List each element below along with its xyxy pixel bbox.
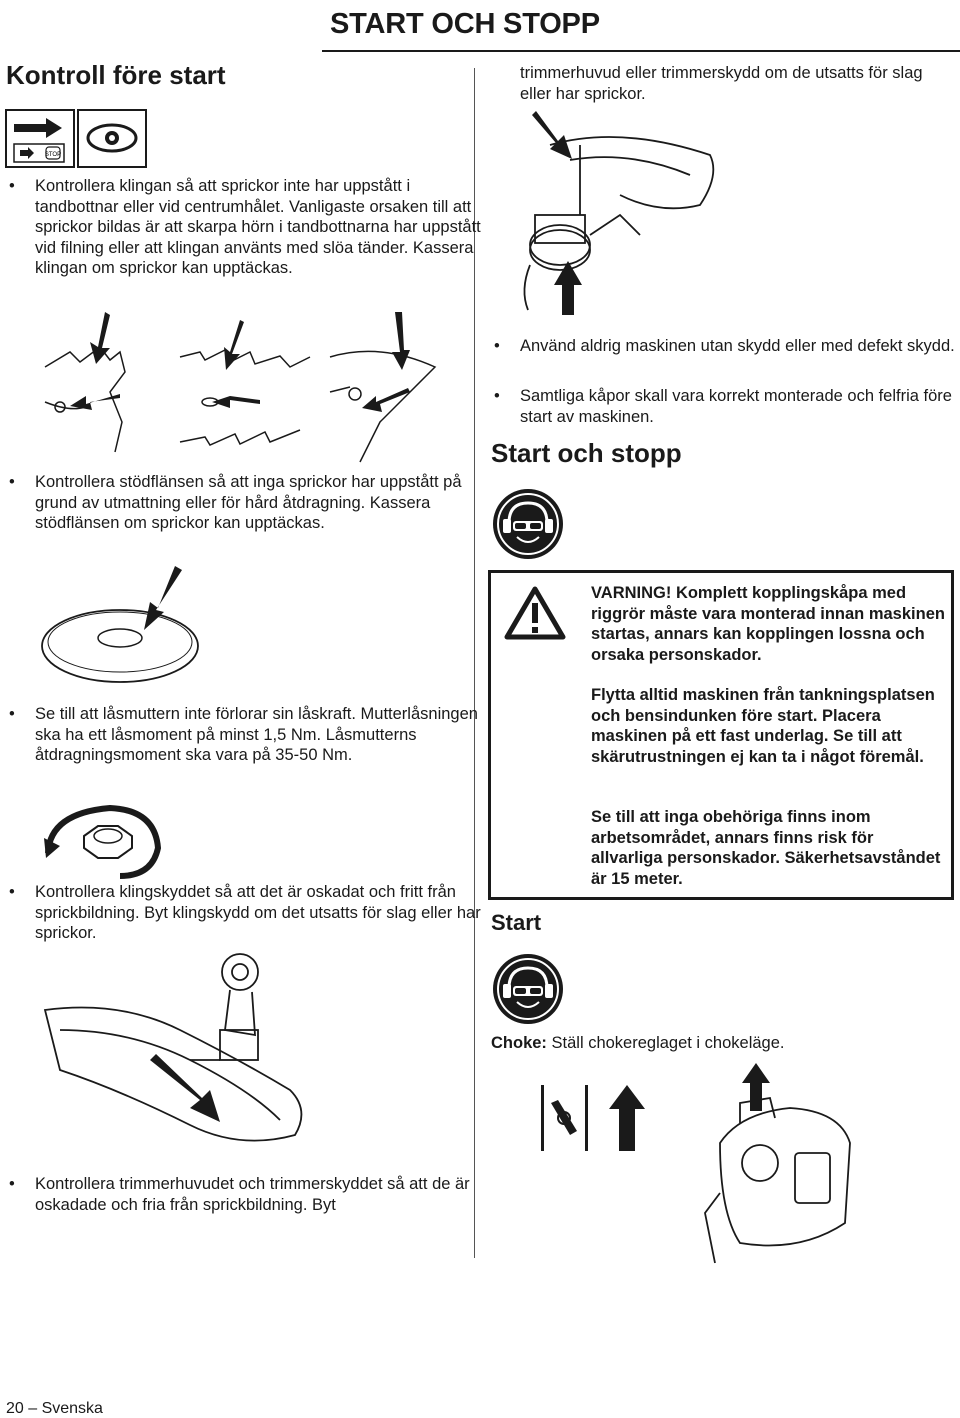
- bullet-stodflans: • Kontrollera stödflänsen så att inga sprickor har uppstått på grund av utmattning eller för hård åtdragning. Kassera stödflänsen om sprickor kan upptäckas.: [6, 472, 485, 534]
- svg-text:STOP: STOP: [44, 152, 62, 158]
- bullet-trimmerhuvud: • Kontrollera trimmerhuvudet och trimmerskyddet så att de är oskadade och fria från sprickbildning. Byt: [6, 1174, 485, 1215]
- bullet-kapor: • Samtliga kåpor skall vara korrekt monterade och felfria före start av maskinen.: [491, 386, 960, 427]
- bullet-lasmutter: • Se till att låsmuttern inte förlorar sin låskraft. Mutterlåsningen ska ha ett låsmoment på minst 1,5 Nm. Låsmutterns åtdragningsmoment ska vara på 35-50 Nm.: [6, 704, 490, 766]
- bullet-klingskydd: • Kontrollera klingskyddet så att det är oskadat och fritt från sprickbildning. Byt klingskydd om det utsatts för slag eller har sprickor.: [6, 882, 485, 944]
- inspection-pictogram: [6, 110, 146, 168]
- continued-text: trimmerhuvud eller trimmerskydd om de utsatts för slag eller har sprickor.: [520, 64, 923, 103]
- choke-pictogram: [541, 1083, 661, 1153]
- warning-text-2: Flytta alltid maskinen från tankningsplatsen och bensindunken före start. Placera maskinen på ett fast underlag. Se till att skärutrustningen ej kan ta i något föremål.: [591, 686, 935, 766]
- bullet-klinga: • Kontrollera klingan så att sprickor inte har uppstått i tandbottnar eller vid centrumhålet. Vanligaste orsaken till att sprickor bildas är att skarpa hörn i tandbottnarna har uppstått vid filning eller att klingan använts med slöa tänder. Kassera klingan om sprickor kan upptäckas.: [6, 176, 485, 279]
- choke-text: Ställ chokereglaget i chokeläge.: [546, 1034, 785, 1052]
- section-title-start-stopp: Start och stopp: [491, 438, 682, 468]
- subsection-title-start: Start: [491, 910, 542, 935]
- protective-equipment-icon-2: [491, 952, 565, 1026]
- warning-text-1: VARNING! Komplett kopplingskåpa med riggrör måste vara monterad innan maskinen startas, annars kan kopplingen lossna och orsaka personskador.: [591, 584, 945, 664]
- choke-instruction: [491, 1033, 785, 1054]
- flange-illustration: [40, 566, 220, 686]
- header-rule: [322, 50, 960, 52]
- trimmer-head-illustration: [520, 115, 720, 315]
- engine-choke-illustration: [700, 1063, 870, 1263]
- protective-equipment-icon: [491, 487, 565, 561]
- blade-guard-illustration: [40, 950, 330, 1150]
- warning-box: [488, 570, 954, 900]
- warning-text-3: Se till att inga obehöriga finns inom arbetsområdet, annars finns risk för allvarliga personskador. Säkerhetsavståndet är 15 meter.: [591, 808, 941, 888]
- lock-nut-illustration: [40, 798, 170, 878]
- chapter-title: START OCH STOPP: [330, 8, 600, 40]
- page-footer: 20 – Svenska: [6, 1400, 103, 1417]
- warning-triangle-icon: [505, 587, 565, 639]
- choke-label: Choke:: [491, 1034, 547, 1052]
- blade-crack-illustration: [40, 312, 450, 462]
- bullet-skydd: • Använd aldrig maskinen utan skydd eller med defekt skydd.: [491, 336, 960, 357]
- section-title-kontroll: Kontroll före start: [6, 60, 226, 90]
